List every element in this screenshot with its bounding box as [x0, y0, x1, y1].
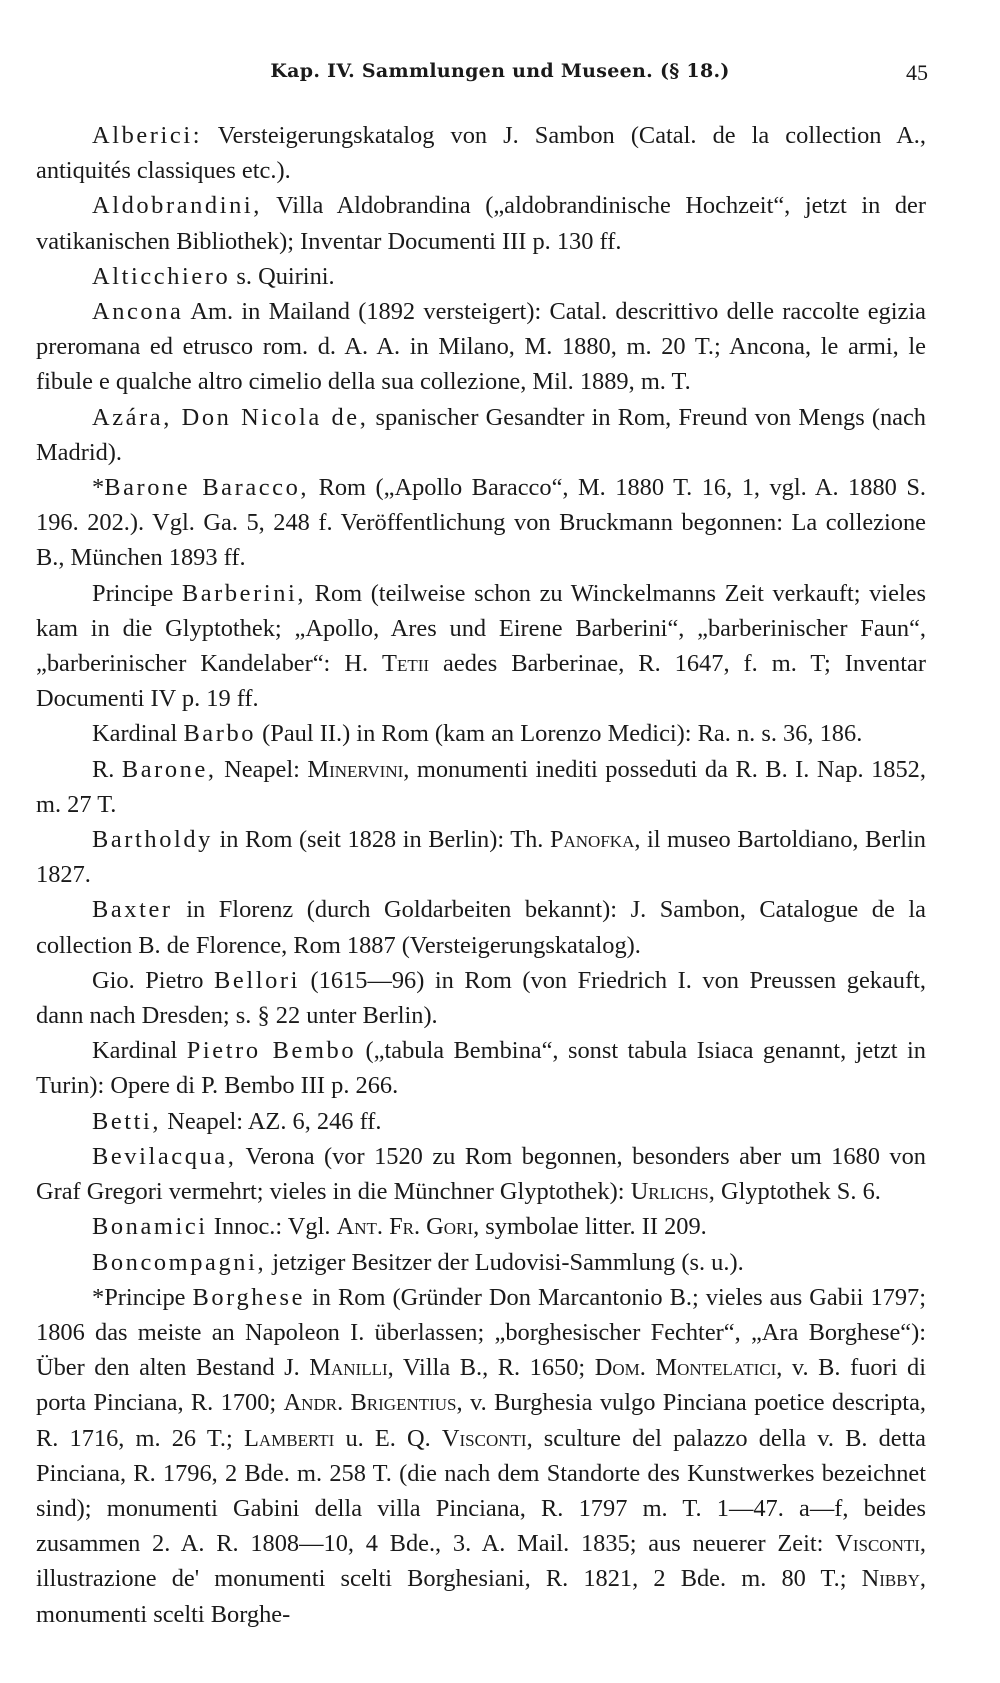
entry-text: in Florenz (durch Goldarbeiten bekannt): J. Sambon, Catalogue de la collection B. de Florence, Rom 1887 (Versteigerungskatalog). [36, 896, 926, 959]
entry-bonamici [36, 1209, 926, 1244]
entry-text-cont: , monumenti scelti Borghe- [36, 1565, 926, 1628]
entry-prefix: * [92, 474, 105, 502]
entry-borghese [36, 1280, 926, 1632]
entry-text: Am. in Mailand (1892 versteigert): Catal. descrittivo delle raccolte egizia preromana ed etrusco rom. d. A. A. in Milano, M. 1880, m. 20 T.; Ancona, le armi, le fibule e qualche altro cimelio della sua collezione, Mil. 1889, m. T. [36, 298, 926, 396]
entry-text-cont: , monumenti inediti posseduti da R. B. I. Nap. 1852, m. 27 T. [36, 755, 926, 818]
entry-name: Bellori [214, 966, 300, 994]
entry-text: („tabula Bembina“, sonst tabula Isiaca genannt, jetzt in Turin): Opere di P. Bembo III p. 266. [36, 1037, 926, 1100]
author-name: Urlichs [630, 1178, 709, 1206]
author-name: Dom. Montelatici [594, 1354, 777, 1382]
entry-text-cont: , v. Burghesia vulgo Pinciana poetice descripta, R. 1716, m. 26 T.; [36, 1389, 927, 1452]
entry-prefix: R. [92, 755, 122, 783]
author-name: Tetii [382, 650, 430, 678]
author-name: Minervini [307, 755, 404, 783]
entry-name: Baxter [92, 896, 173, 924]
entry-text: Versteigerungskatalog von J. Sambon (Catal. de la collection A., antiquités classiques etc.). [36, 122, 926, 185]
entry-name: Azára, Don Nicola de, [92, 403, 369, 431]
entry-bembo [36, 1033, 926, 1103]
entry-name: Bonamici [92, 1213, 208, 1241]
entry-text: in Rom (Gründer Don Marcantonio B.; vieles aus Gabii 1797; 1806 das meiste an Napoleon I. überlassen; „borghesischer Fechter“, „Ara Borghese“): Über den alten Bestand J. [36, 1283, 926, 1382]
entry-text: Villa Aldobrandina („aldobrandinische Hochzeit“, jetzt in der vatikanischen Bibliothek); Inventar Documenti III p. 130 ff. [36, 192, 926, 255]
entry-text: Verona (vor 1520 zu Rom begonnen, besonders aber um 1680 von Graf Gregori vermehrt; vieles in die Münchner Glyptothek): [36, 1142, 926, 1206]
entry-alberici [36, 118, 926, 188]
entry-text-cont: , sculture del palazzo della v. B. detta Pinciana, R. 1796, 2 Bde. m. 258 T. (die nach dem Standorte des Kunstwerkes bezeichnet sind); monumenti Gabini della villa Pinciana, R. 1797 m. T. 1—47. a—f, beides zusammen 2. A. R. 1808—10, 4 Bde., 3. A. Mail. 1835; aus neuerer Zeit: [36, 1424, 926, 1558]
entry-text-cont: , Glyptothek S. 6. [708, 1178, 881, 1206]
entry-text-cont: u. E. Q. [334, 1424, 442, 1452]
entry-text: Neapel: [216, 755, 308, 783]
entry-name: Pietro Bembo [186, 1037, 357, 1065]
entry-barone [36, 752, 926, 822]
entry-name: Ancona [92, 298, 184, 326]
entry-name: Barone, [121, 755, 217, 783]
entry-barberini [36, 576, 926, 717]
author-name: Visconti [441, 1424, 527, 1452]
author-name: Visconti [835, 1530, 920, 1558]
entry-text: Rom („Apollo Baracco“, M. 1880 T. 16, 1, vgl. A. 1880 S. 196. 202.). Vgl. Ga. 5, 248 f. Veröffentlichung von Bruckmann begonnen: La collezione B., München 1893 ff. [36, 474, 926, 572]
page-number: 45 [906, 60, 928, 85]
entry-betti [36, 1104, 926, 1139]
author-name: Manilli [309, 1354, 388, 1382]
running-head: Kap. IV. Sammlungen und Museen. (§ 18.) [270, 60, 730, 82]
entry-text: (1615—96) in Rom (von Friedrich I. von Preussen gekauft, dann nach Dresden; s. § 22 unter Berlin). [36, 966, 926, 1030]
entry-text: s. Quirini. [230, 262, 335, 290]
entry-barbo [36, 716, 926, 751]
entry-alticchiero [36, 259, 926, 294]
entry-text-cont: , il museo Bartoldiano, Berlin 1827. [36, 826, 926, 889]
entry-name: Alberici: [92, 122, 203, 149]
entry-text: spanischer Gesandter in Rom, Freund von Mengs (nach Madrid). [36, 403, 927, 466]
entry-bartholdy [36, 822, 926, 892]
entry-aldobrandini [36, 188, 926, 258]
entry-prefix: *Principe [92, 1283, 193, 1311]
entry-prefix: Kardinal [92, 720, 184, 748]
page-header [0, 60, 1000, 100]
entry-baxter [36, 892, 926, 962]
entry-text-cont: , v. B. fuori di porta Pinciana, R. 1700; [36, 1354, 927, 1417]
entry-text: jetziger Besitzer der Ludovisi-Sammlung (s. u.). [266, 1248, 744, 1276]
author-name: Lamberti [243, 1424, 335, 1452]
entry-azara [36, 400, 926, 470]
entry-name: Aldobrandini, [92, 192, 262, 220]
entry-prefix: Principe [92, 579, 182, 607]
entry-bellori [36, 963, 926, 1033]
entry-text: (Paul II.) in Rom (kam an Lorenzo Medici): Ra. n. s. 36, 186. [256, 720, 863, 748]
entry-baracco [36, 470, 926, 576]
entry-name: Borghese [192, 1283, 305, 1311]
entry-text-cont: aedes Barberinae, R. 1647, f. m. T; Inventar Documenti IV p. 19 ff. [36, 650, 926, 713]
entry-prefix: Kardinal [92, 1037, 187, 1065]
entry-text: in Rom (seit 1828 in Berlin): Th. [212, 826, 550, 854]
entry-prefix: Gio. Pietro [92, 966, 215, 994]
entry-boncompagni [36, 1245, 926, 1280]
author-name: Ant. Fr. Gori [336, 1213, 474, 1241]
body-text [36, 118, 926, 1632]
entry-text-cont: , illustrazione de' monumenti scelti Borghesiani, R. 1821, 2 Bde. m. 80 T.; [36, 1530, 926, 1593]
entry-name: Barberini, [181, 579, 307, 607]
entry-name: Bartholdy [92, 826, 213, 854]
author-name: Nibby [861, 1565, 920, 1593]
entry-bevilacqua [36, 1139, 926, 1209]
entry-text: Neapel: AZ. 6, 246 ff. [161, 1107, 382, 1135]
entry-name: Alticchiero [92, 262, 231, 290]
entry-text: Innoc.: Vgl. [207, 1213, 337, 1241]
author-name: Andr. Brigentius [283, 1389, 457, 1417]
entry-name: Barone Baracco, [104, 474, 310, 502]
entry-name: Barbo [183, 720, 257, 748]
entry-name: Betti, [92, 1107, 162, 1135]
entry-name: Bevilacqua, [92, 1142, 237, 1170]
entry-text-cont: , Villa B., R. 1650; [387, 1354, 595, 1382]
entry-name: Boncompagni, [92, 1248, 267, 1276]
entry-text-cont: , symbolae litter. II 209. [473, 1213, 707, 1241]
author-name: Panofka [549, 826, 635, 854]
entry-ancona [36, 294, 926, 400]
entry-text: Rom (teilweise schon zu Winckelmanns Zeit verkauft; vieles kam in die Glyptothek; „Apollo, Ares und Eirene Barberini“, „barberinischer Faun“, „barberinischer Kandelaber“: H. [36, 579, 926, 678]
